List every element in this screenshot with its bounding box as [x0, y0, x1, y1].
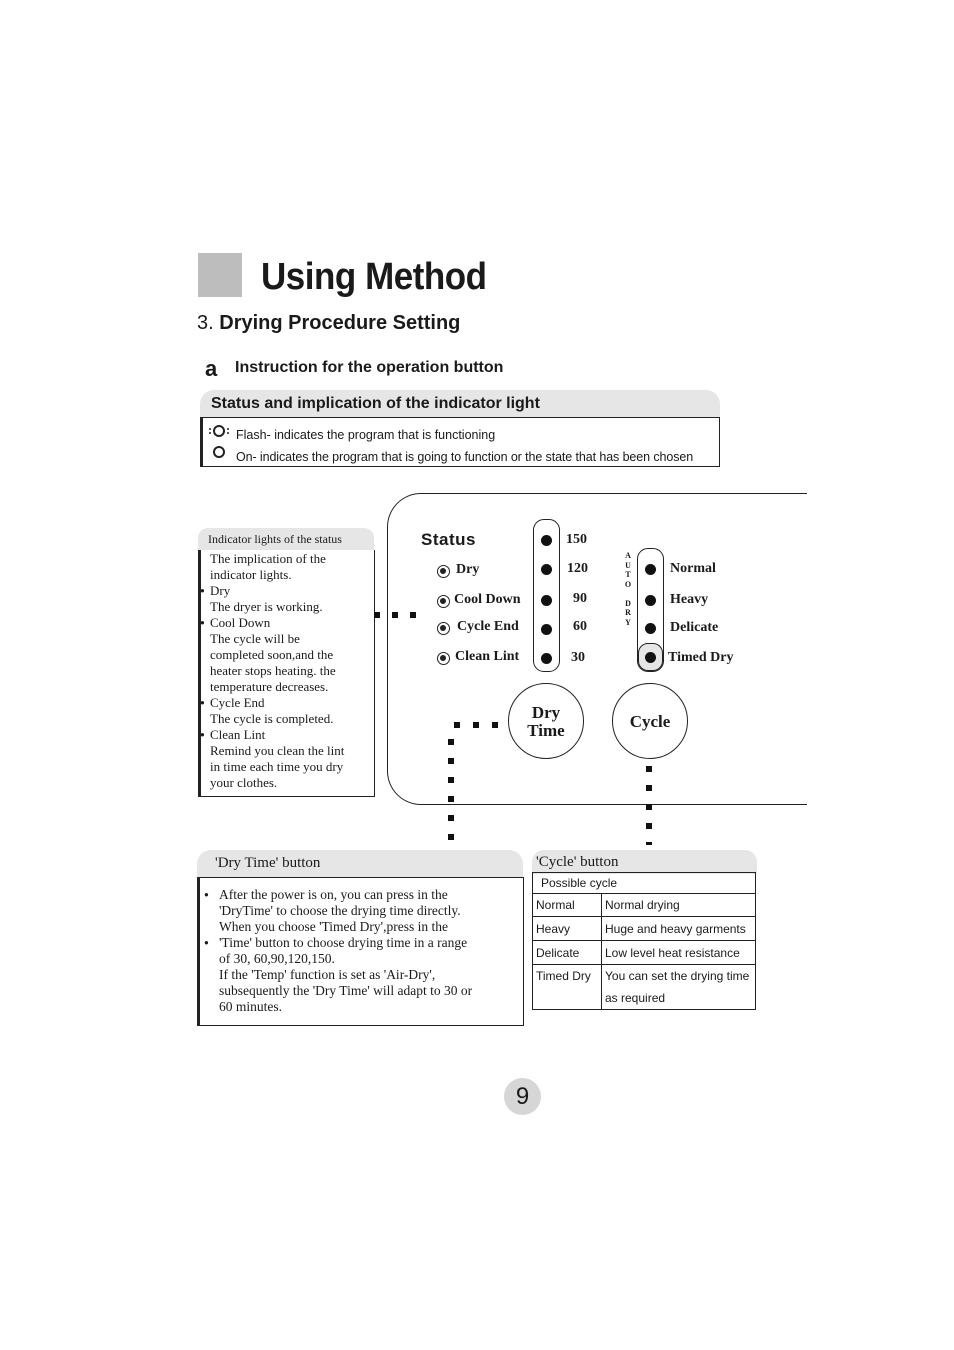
connector-dot	[492, 722, 498, 728]
line-text: Remind you clean the lint	[210, 743, 345, 758]
time-90-light-icon	[541, 595, 552, 606]
cycle-timed-dry-label: Timed Dry	[668, 650, 734, 665]
line-text: completed soon,and the	[210, 647, 334, 662]
text-line	[219, 967, 519, 983]
time-90-label: 90	[573, 591, 587, 606]
line-text: If the 'Temp' function is set as 'Air-Dry',	[219, 967, 436, 982]
auto-dry-letter: A	[625, 551, 631, 560]
title-square-icon	[198, 253, 242, 297]
bullet-icon: ●	[204, 938, 209, 947]
cycle-desc-heading: 'Cycle' button	[536, 854, 619, 870]
connector-dot	[646, 804, 652, 810]
section-heading	[197, 312, 460, 335]
cycle-heavy-label: Heavy	[670, 592, 709, 607]
connector-dot	[448, 777, 454, 783]
line-text: 'Time' button to choose drying time in a range	[219, 935, 468, 950]
text-line	[210, 775, 375, 791]
connector-dot	[448, 834, 454, 840]
time-60-light-icon	[541, 624, 552, 635]
auto-dry-letter	[623, 589, 633, 599]
text-line	[204, 935, 519, 951]
text-line	[200, 695, 375, 711]
status-label: Status	[421, 530, 476, 549]
text-line	[210, 743, 375, 759]
cycle-button[interactable]	[612, 683, 688, 759]
bullet-icon: ●	[200, 586, 205, 595]
timed-dry-light-icon	[645, 652, 656, 663]
text-line	[219, 951, 519, 967]
time-60-label: 60	[573, 619, 587, 634]
text-line	[210, 631, 375, 647]
line-text: in time each time you dry	[210, 759, 344, 774]
dry-time-button-line1: Dry	[531, 703, 561, 722]
connector-dot	[646, 842, 652, 845]
bullet-icon: ●	[204, 890, 209, 899]
auto-dry-label	[623, 551, 633, 627]
line-text: The dryer is working.	[210, 599, 323, 614]
cycle-end-light-icon	[437, 622, 450, 635]
cycle-table-desc-line: as required	[605, 991, 666, 1005]
connector-dot	[448, 758, 454, 764]
connector-dot	[454, 722, 460, 728]
legend-heading: Status and implication of the indicator light	[211, 395, 540, 412]
legend-on-text: On- indicates the program that is going to function or the state that has been chosen	[236, 450, 694, 464]
time-120-label: 120	[567, 561, 588, 576]
bullet-icon: ●	[200, 618, 205, 627]
connector-dot	[448, 815, 454, 821]
status-cycle-end-label: Cycle End	[457, 619, 519, 634]
cycle-table-desc: Low level heat resistance	[602, 941, 756, 965]
text-line	[210, 567, 375, 583]
line-text: When you choose 'Timed Dry',press in the	[219, 919, 448, 934]
indicator-desc-text	[200, 551, 375, 791]
auto-dry-letter: D	[625, 598, 631, 608]
line-text: temperature decreases.	[210, 679, 329, 694]
legend-flash-text: Flash- indicates the program that is functioning	[236, 428, 496, 442]
dry-time-desc-text	[204, 887, 519, 1015]
time-30-light-icon	[541, 653, 552, 664]
line-text: indicator lights.	[210, 567, 292, 582]
line-text: 'DryTime' to choose the drying time directly.	[219, 903, 461, 918]
section-title: Drying Procedure Setting	[219, 312, 461, 334]
cool-down-light-icon	[437, 595, 450, 608]
time-150-label: 150	[566, 532, 587, 547]
text-line	[210, 647, 375, 663]
text-line	[219, 903, 519, 919]
text-line	[210, 599, 375, 615]
status-cool-down-label: Cool Down	[454, 592, 521, 607]
on-light-icon	[213, 446, 225, 458]
line-text: subsequently the 'Dry Time' will adapt to 30 or	[219, 983, 473, 998]
cycle-normal-label: Normal	[670, 561, 716, 576]
line-text: Cycle End	[210, 695, 265, 710]
time-30-label: 30	[571, 650, 585, 665]
heavy-light-icon	[645, 595, 656, 606]
text-line	[210, 551, 375, 567]
flash-light-icon	[207, 422, 231, 440]
text-line	[219, 919, 519, 935]
cycle-table-desc-line: You can set the drying time	[605, 969, 750, 983]
line-text: The cycle is completed.	[210, 711, 334, 726]
cycle-table-desc	[602, 965, 756, 1010]
text-line	[219, 983, 519, 999]
connector-dot	[448, 739, 454, 745]
auto-dry-letter: U	[625, 560, 631, 570]
subsection-letter: a	[205, 356, 218, 381]
cycle-table-name: Heavy	[533, 917, 602, 941]
clean-lint-light-icon	[437, 652, 450, 665]
line-text: of 30, 60,90,120,150.	[219, 951, 335, 966]
connector-dot	[646, 823, 652, 829]
connector-dot	[448, 796, 454, 802]
cycle-table	[532, 872, 756, 1010]
auto-dry-letter: Y	[625, 617, 631, 627]
delicate-light-icon	[645, 623, 656, 634]
line-text: your clothes.	[210, 775, 278, 790]
connector-dot	[646, 766, 652, 772]
text-line	[219, 999, 519, 1015]
cycle-table-desc: Normal drying	[602, 894, 756, 917]
status-dry-label: Dry	[456, 562, 480, 577]
indicator-desc-heading: Indicator lights of the status	[208, 532, 342, 546]
auto-dry-letter: R	[625, 608, 631, 617]
bullet-icon: ●	[200, 730, 205, 739]
cycle-button-label: Cycle	[629, 712, 671, 731]
dry-time-button[interactable]	[508, 683, 584, 759]
connector-dot	[646, 785, 652, 791]
time-120-light-icon	[541, 564, 552, 575]
connector-dot	[374, 612, 380, 618]
status-clean-lint-label: Clean Lint	[455, 649, 520, 664]
bullet-icon: ●	[200, 698, 205, 707]
cycle-delicate-label: Delicate	[670, 620, 719, 635]
line-text: After the power is on, you can press in the	[219, 887, 448, 902]
connector-dot	[473, 722, 479, 728]
auto-dry-letter: O	[624, 579, 632, 589]
cycle-table-name: Normal	[533, 894, 602, 917]
auto-dry-letter: T	[625, 570, 631, 579]
cycle-table-name: Timed Dry	[533, 965, 602, 1010]
dry-time-button-line2: Time	[527, 721, 565, 740]
text-line	[210, 711, 375, 727]
cycle-table-desc: Huge and heavy garments	[602, 917, 756, 941]
line-text: Cool Down	[210, 615, 271, 630]
dry-light-icon	[437, 565, 450, 578]
subsection-title: Instruction for the operation button	[235, 359, 504, 376]
page-title: Using Method	[261, 256, 487, 298]
dry-time-desc-heading: 'Dry Time' button	[215, 855, 321, 871]
time-150-light-icon	[541, 535, 552, 546]
text-line	[200, 583, 375, 599]
line-text: Clean Lint	[210, 727, 266, 742]
cycle-table-heading: Possible cycle	[533, 873, 756, 894]
line-text: 60 minutes.	[219, 999, 282, 1014]
line-text: heater stops heating. the	[210, 663, 336, 678]
text-line	[204, 887, 519, 903]
page-number: 9	[504, 1078, 541, 1115]
line-text: The implication of the	[210, 551, 326, 566]
cycle-table-name: Delicate	[533, 941, 602, 965]
text-line	[210, 759, 375, 775]
section-number: 3.	[197, 312, 214, 334]
text-line	[200, 615, 375, 631]
line-text: Dry	[210, 583, 231, 598]
text-line	[210, 679, 375, 695]
text-line	[200, 727, 375, 743]
text-line	[210, 663, 375, 679]
line-text: The cycle will be	[210, 631, 300, 646]
normal-light-icon	[645, 564, 656, 575]
